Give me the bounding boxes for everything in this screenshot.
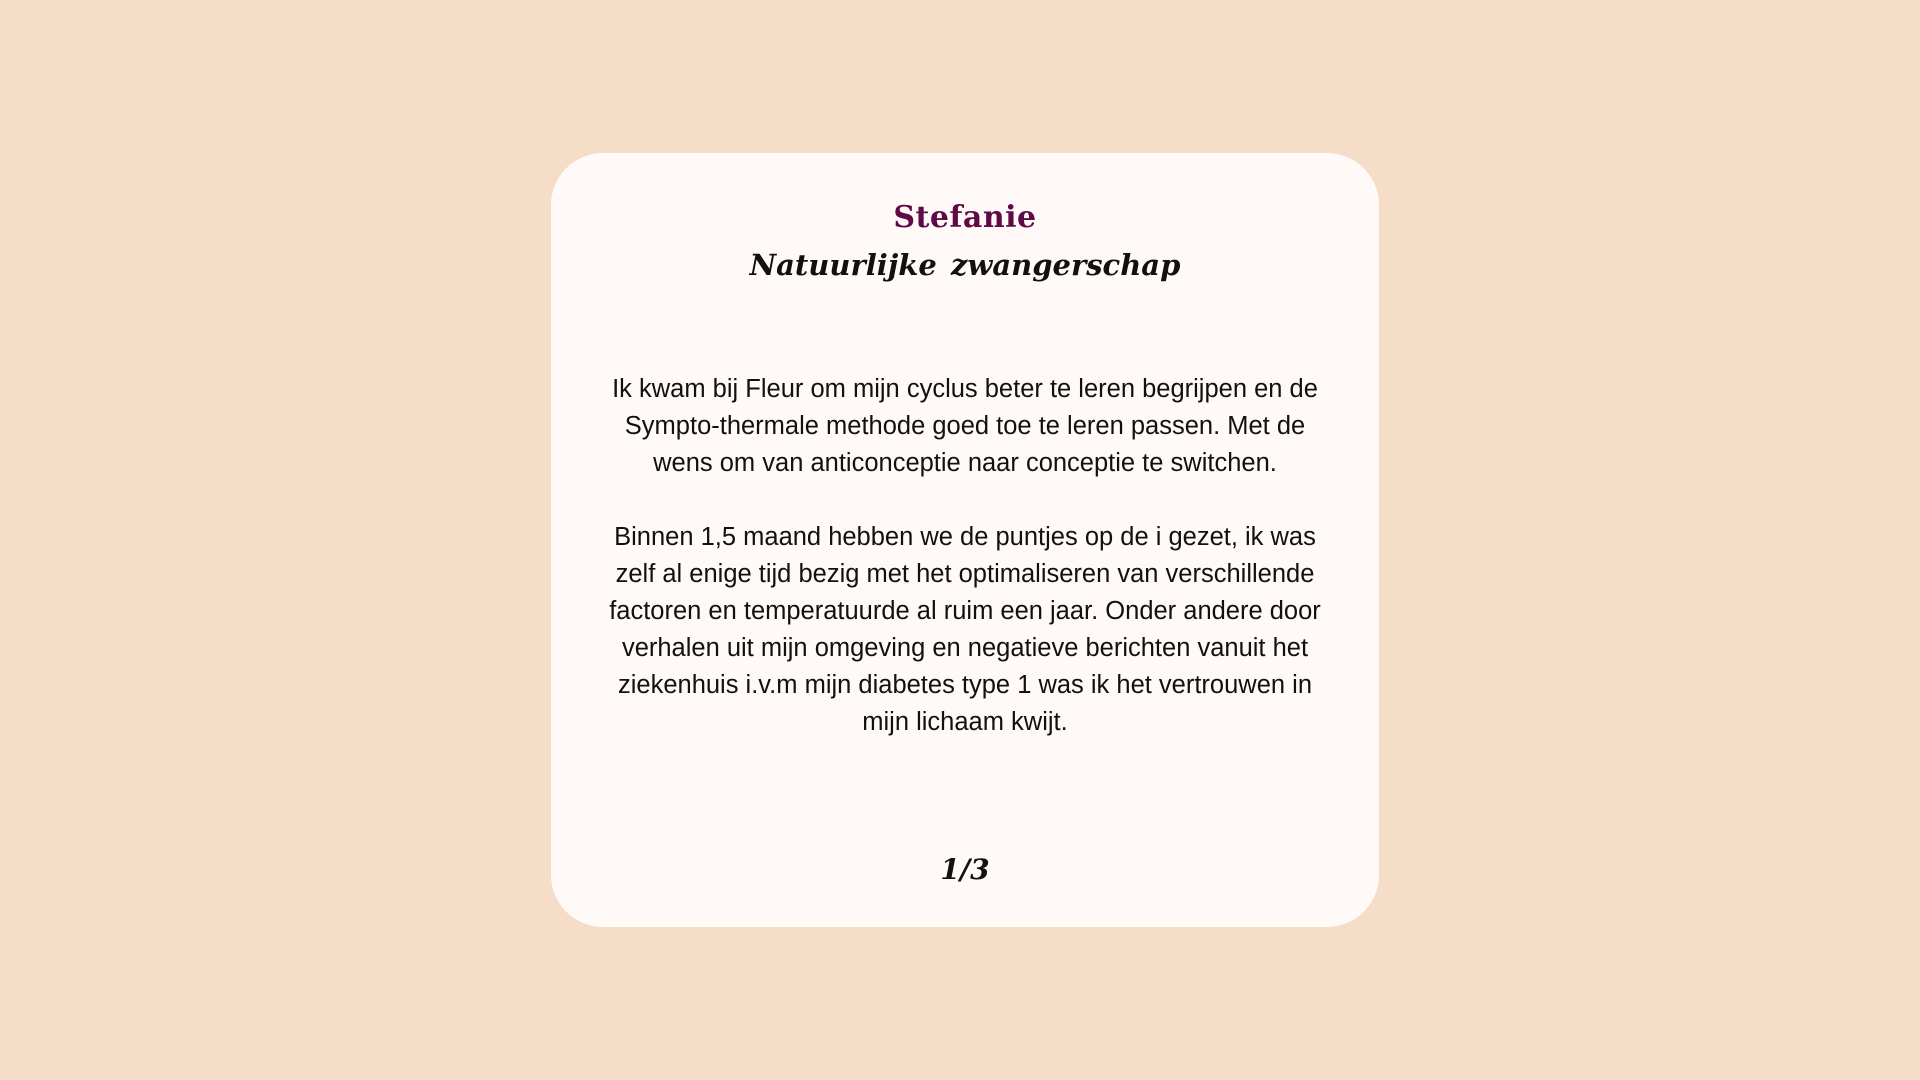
page-indicator: 1/3 bbox=[940, 853, 990, 886]
testimonial-card bbox=[551, 153, 1379, 927]
testimonial-paragraph: Ik kwam bij Fleur om mijn cyclus beter te leren begrijpen en de Sympto-thermale methode goed toe te leren passen. Met de wens om van anticonceptie naar conceptie te switchen. bbox=[612, 375, 1318, 477]
testimonial-name: Stefanie bbox=[893, 200, 1037, 235]
testimonial-body bbox=[595, 371, 1335, 741]
testimonial-paragraph: Binnen 1,5 maand hebben we de puntjes op de i gezet, ik was zelf al enige tijd bezig met het optimaliseren van verschillende factoren en temperatuurde al ruim een jaar. Onder andere door verhalen uit mijn omgeving en negatieve berichten vanuit het ziekenhuis i.v.m mijn diabetes type 1 was ik het vertrouwen in mijn lichaam kwijt. bbox=[609, 523, 1321, 736]
testimonial-subtitle: Natuurlijke zwangerschap bbox=[749, 248, 1181, 282]
